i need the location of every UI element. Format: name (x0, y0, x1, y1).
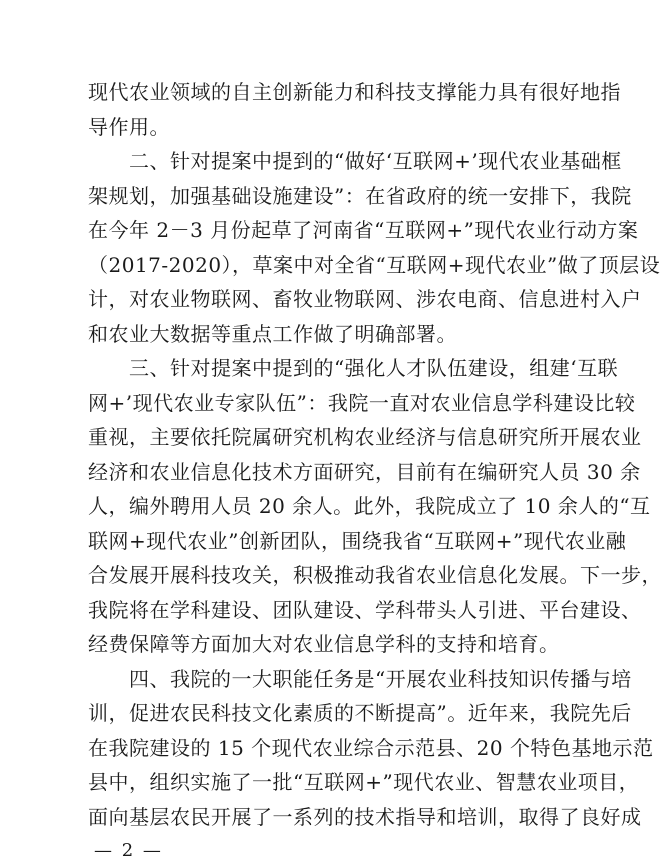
body-text-line: 在今年 2－3 月份起草了河南省“互联网+”现代农业行动方案 (88, 218, 639, 242)
body-text-line: 网+’现代农业专家队伍”：我院一直对农业信息学科建设比较 (88, 390, 636, 415)
body-text-line: 二、针对提案中提到的“做好‘互联网+’现代农业基础框 (88, 149, 622, 173)
body-text-line: 和农业大数据等重点工作做了明确部署。 (88, 321, 457, 346)
body-text-line: 经济和农业信息化技术方面研究，目前有在编研究人员 30 余 (88, 459, 641, 484)
body-text-line: 县中，组织实施了一批“互联网+”现代农业、智慧农业项目， (88, 770, 640, 794)
body-text-line: 四、我院的一大职能任务是“开展农业科技知识传播与培 (88, 666, 632, 691)
body-text-line: 三、针对提案中提到的“强化人才队伍建设，组建‘互联 (88, 356, 619, 380)
body-text-line: 我院将在学科建设、团队建设、学科带头人引进、平台建设、 (88, 597, 642, 622)
body-text-line: 人，编外聘用人员 20 余人。此外，我院成立了 10 余人的“互 (88, 494, 651, 518)
body-text-line: 联网+现代农业”创新团队，围绕我省“互联网+”现代农业融 (88, 528, 627, 553)
page-number: — 2 — (90, 839, 167, 863)
body-text-line: 训，促进农民科技文化素质的不断提高”。近年来，我院先后 (88, 701, 632, 725)
body-text-line: 架规划，加强基础设施建设”：在省政府的统一安排下，我院 (88, 183, 632, 208)
body-text-line: 计，对农业物联网、畜牧业物联网、涉农电商、信息进村入户 (88, 287, 642, 311)
body-text-line: 导作用。 (88, 114, 170, 139)
body-text-line: 面向基层农民开展了一系列的技术指导和培训，取得了良好成 (88, 804, 642, 829)
body-text-line: 在我院建设的 15 个现代农业综合示范县、20 个特色基地示范 (88, 735, 654, 760)
body-text-line: （2017-2020），草案中对全省“互联网+现代农业”做了顶层设 (88, 252, 661, 277)
body-text-line: 经费保障等方面加大对农业信息学科的支持和培育。 (88, 632, 560, 656)
body-text-line: 现代农业领域的自主创新能力和科技支撑能力具有很好地指 (88, 80, 621, 104)
body-text-line: 重视，主要依托院属研究机构农业经济与信息研究所开展农业 (88, 425, 642, 449)
body-text-line: 合发展开展科技攻关，积极推动我省农业信息化发展。下一步， (88, 563, 662, 587)
